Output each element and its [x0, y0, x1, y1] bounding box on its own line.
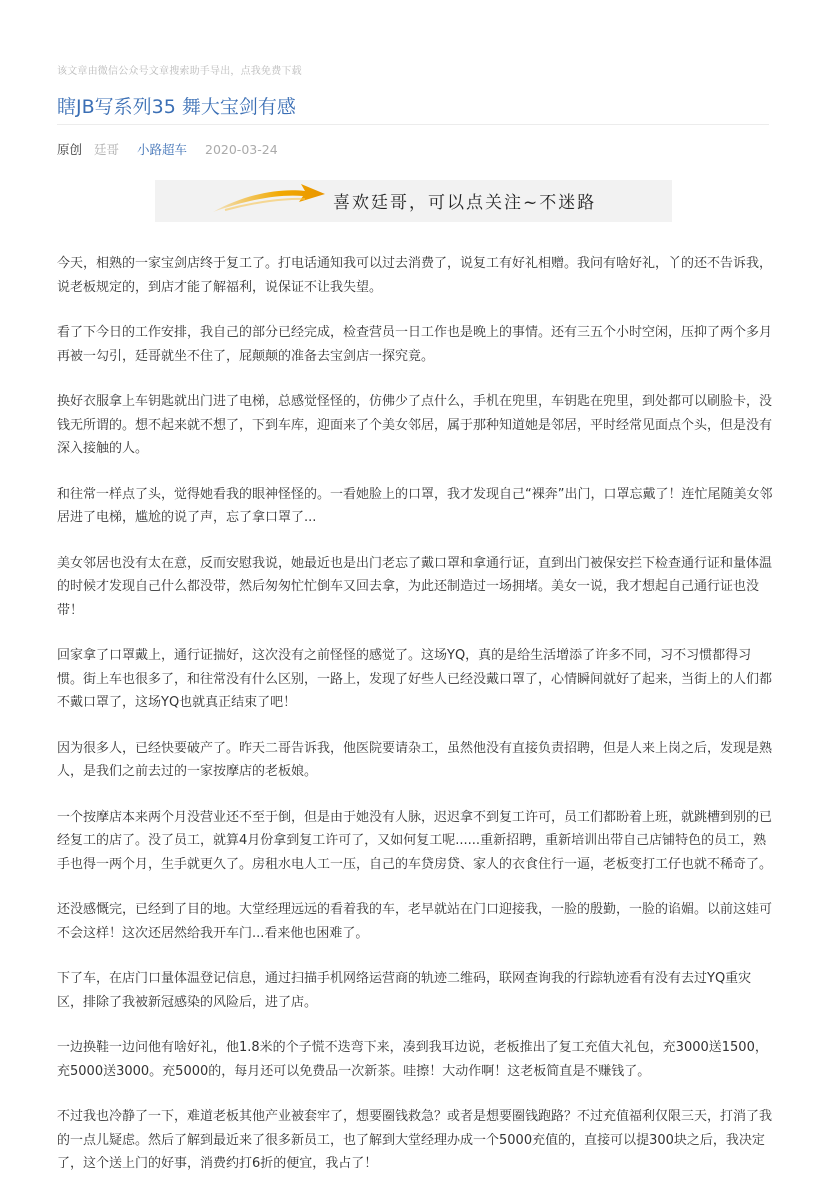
article-meta: [57, 140, 286, 158]
export-notice-link[interactable]: 该文章由微信公众号文章搜索助手导出，点我免费下载: [57, 66, 302, 77]
arrow-swoosh-icon: [155, 180, 355, 222]
banner-text: 喜欢廷哥，可以点关注~不迷路: [333, 193, 597, 213]
article-title: 瞎JB写系列35 舞大宝剑有感: [57, 96, 296, 118]
account-name-link[interactable]: 小路超车: [137, 142, 188, 157]
paragraph: 因为很多人，已经快要破产了。昨天二哥告诉我，他医院要请杂工，虽然他没有直接负责招聘，但是人来上岗之后，发现是熟人，是我们之前去过的一家按摩店的老板娘。: [57, 740, 773, 779]
title-divider: [57, 124, 769, 125]
paragraph: 换好衣服拿上车钥匙就出门进了电梯，总感觉怪怪的，仿佛少了点什么，手机在兜里，车钥匙在兜里，到处都可以刷脸卡，没钱无所谓的。想不起来就不想了，下到车库，迎面来了个美女邻居，属于那种知道她是邻居，平时经常见面点个头，但是没有深入接触的人。: [57, 394, 773, 456]
follow-banner: [155, 180, 672, 222]
paragraph: 看了下今日的工作安排，我自己的部分已经完成，检查营员一日工作也是晚上的事情。还有三五个小时空闲，压抑了两个多月再被一勾引，廷哥就坐不住了，屁颠颠的准备去宝剑店一探究竟。: [57, 325, 773, 364]
paragraph: 一个按摩店本来两个月没营业还不至于倒，但是由于她没有人脉，迟迟拿不到复工许可，员工们都盼着上班，就跳槽到别的已经复工的店了。没了员工，就算4月份拿到复工许可了，又如何复工呢......重新招聘，重新培训出带自己店铺特色的员工，熟手也得一两个月，生手就更久了。房租水电人工一压，自己的车贷房贷、家人的衣食住行一逼，老板变打工仔也就不稀奇了。: [57, 809, 773, 872]
article-body: [57, 252, 773, 1198]
paragraph: 今天，相熟的一家宝剑店终于复工了。打电话通知我可以过去消费了，说复工有好礼相赠。我问有啥好礼，丫的还不告诉我，说老板规定的，到店才能了解福利，说保证不让我失望。: [57, 256, 773, 295]
paragraph: 一边换鞋一边问他有啥好礼，他1.8米的个子慌不迭弯下来，凑到我耳边说，老板推出了复工充值大礼包，充3000送1500，充5000送3000。充5000的，每月还可以免费品一次新茶。哇擦！大动作啊！这老板简直是不赚钱了。: [57, 1040, 768, 1079]
original-label: 原创: [57, 142, 83, 157]
author-name: 廷哥: [94, 142, 120, 157]
publish-date: 2020-03-24: [205, 142, 278, 157]
paragraph: 回家拿了口罩戴上，通行证揣好，这次没有之前怪怪的感觉了。这场YQ，真的是给生活增添了许多不同，习不习惯都得习惯。街上车也很多了，和往常没有什么区别，一路上，发现了好些人已经没戴口罩了，心情瞬间就好了起来，当街上的人们都不戴口罩了，这场YQ也就真正结束了吧！: [57, 648, 773, 710]
paragraph: 美女邻居也没有太在意，反而安慰我说，她最近也是出门老忘了戴口罩和拿通行证，直到出门被保安拦下检查通行证和量体温的时候才发现自己什么都没带，然后匆匆忙忙倒车又回去拿，为此还制造过一场拥堵。美女一说，我才想起自己通行证也没带！: [57, 555, 773, 618]
paragraph: 和往常一样点了头，觉得她看我的眼神怪怪的。一看她脸上的口罩，我才发现自己“裸奔”出门，口罩忘戴了！连忙尾随美女邻居进了电梯，尴尬的说了声，忘了拿口罩了...: [57, 486, 773, 525]
paragraph: 还没感慨完，已经到了目的地。大堂经理远远的看着我的车，老早就站在门口迎接我，一脸的殷勤，一脸的谄媚。以前这娃可不会这样！这次还居然给我开车门...看来他也困难了。: [57, 902, 773, 941]
paragraph: 不过我也冷静了一下，难道老板其他产业被套牢了，想要圈钱救急？或者是想要圈钱跑路？不过充值福利仅限三天，打消了我的一点儿疑虑。然后了解到最近来了很多新员工，也了解到大堂经理办成一个5000充值的，直接可以提300块之后，我决定了，这个送上门的好事，消费约打6折的便宜，我占了！: [57, 1109, 773, 1171]
paragraph: 下了车，在店门口量体温登记信息，通过扫描手机网络运营商的轨迹二维码，联网查询我的行踪轨迹看有没有去过YQ重灾区，排除了我被新冠感染的风险后，进了店。: [57, 971, 752, 1010]
